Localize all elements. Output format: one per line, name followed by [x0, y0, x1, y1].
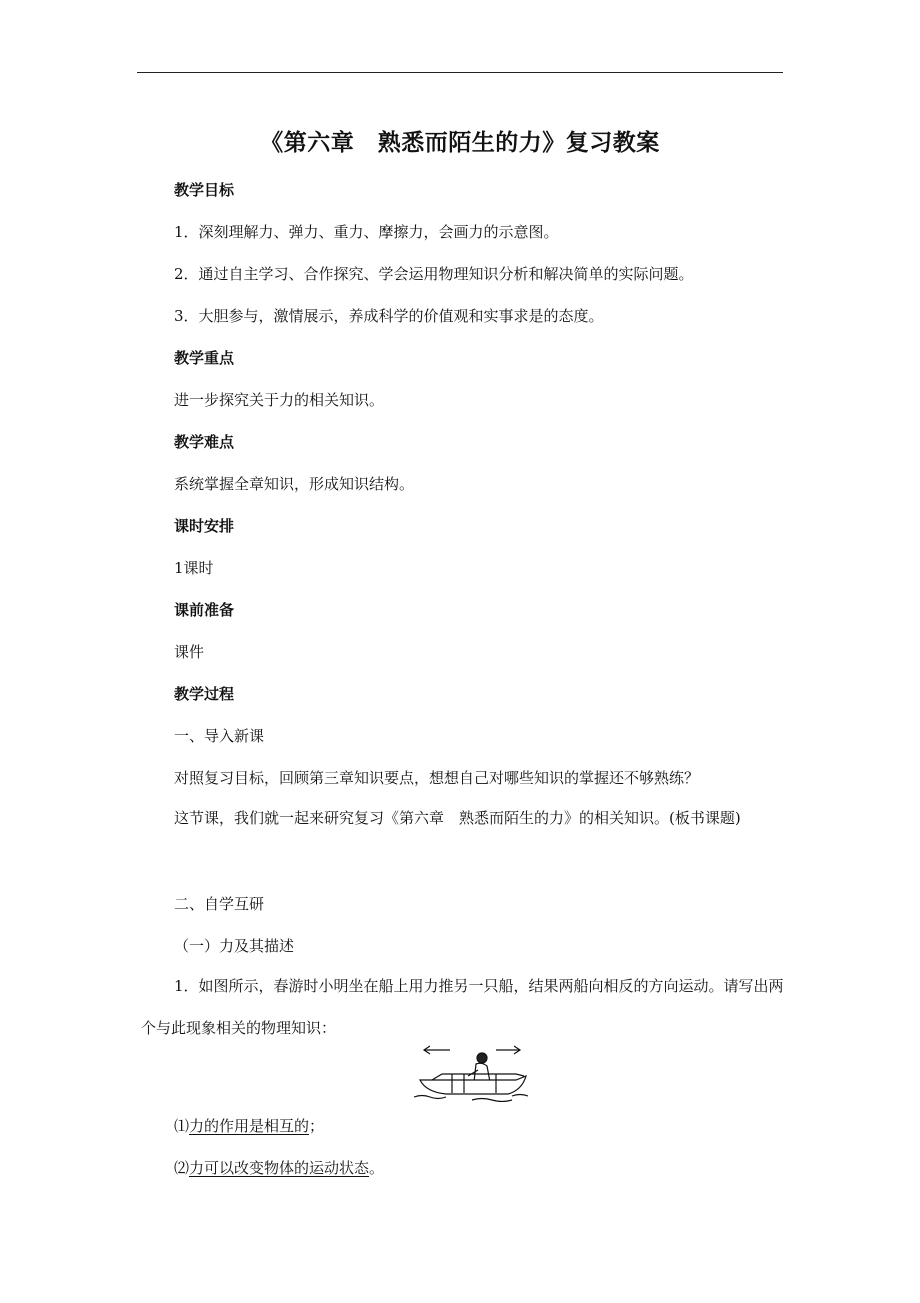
goal-1: 1．深刻理解力、弹力、重力、摩擦力，会画力的示意图。	[174, 223, 559, 241]
document-title: 《第六章 熟悉而陌生的力》复习教案	[260, 130, 660, 156]
water-wave-right	[472, 1099, 512, 1102]
water-wave-left	[414, 1096, 446, 1099]
goals-heading: 教学目标	[174, 181, 235, 199]
process-heading: 教学过程	[174, 685, 235, 703]
person-body	[474, 1063, 490, 1082]
boat-hull	[420, 1076, 526, 1094]
part-1-heading: 一、导入新课	[174, 727, 265, 745]
answer-2-text: 力可以改变物体的运动状态	[189, 1159, 370, 1177]
difficulty-text: 系统掌握全章知识，形成知识结构。	[174, 475, 415, 493]
goal-2: 2．通过自主学习、合作探究、学会运用物理知识分析和解决简单的实际问题。	[174, 265, 694, 283]
prep-heading: 课前准备	[174, 601, 235, 619]
header-rule	[137, 72, 783, 73]
water-wave-far-right	[512, 1095, 528, 1097]
answer-1	[174, 1116, 324, 1136]
key-text: 进一步探究关于力的相关知识。	[174, 391, 385, 409]
person-head	[477, 1053, 487, 1063]
prep-text: 课件	[174, 643, 205, 661]
difficulty-heading: 教学难点	[174, 433, 235, 451]
schedule-text: 1课时	[174, 559, 214, 577]
answer-1-number: ⑴	[174, 1117, 190, 1135]
part-1-paragraph-1: 对照复习目标，回顾第三章知识要点，想想自己对哪些知识的掌握还不够熟练？	[174, 769, 700, 787]
answer-2-punctuation: 。	[369, 1159, 385, 1177]
part-2-heading: 二、自学互研	[174, 895, 265, 913]
key-heading: 教学重点	[174, 349, 235, 367]
goal-3: 3．大胆参与，激情展示，养成科学的价值观和实事求是的态度。	[174, 307, 604, 325]
answer-2	[174, 1158, 384, 1178]
part-1-paragraph-2: 这节课，我们就一起来研究复习《第六章 熟悉而陌生的力》的相关知识。(板书课题)	[174, 809, 741, 827]
sub-section-1-heading: （一）力及其描述	[174, 937, 295, 955]
schedule-heading: 课时安排	[174, 517, 235, 535]
answer-2-number: ⑵	[174, 1159, 190, 1177]
answer-1-punctuation: ；	[309, 1117, 325, 1135]
answer-1-text: 力的作用是相互的	[189, 1117, 310, 1135]
question-1: 1．如图所示，春游时小明坐在船上用力推另一只船，结果两船向相反的方向运动。请写出两个与此现象相关的物理知识：	[141, 977, 784, 1037]
boat-illustration	[412, 1040, 532, 1102]
